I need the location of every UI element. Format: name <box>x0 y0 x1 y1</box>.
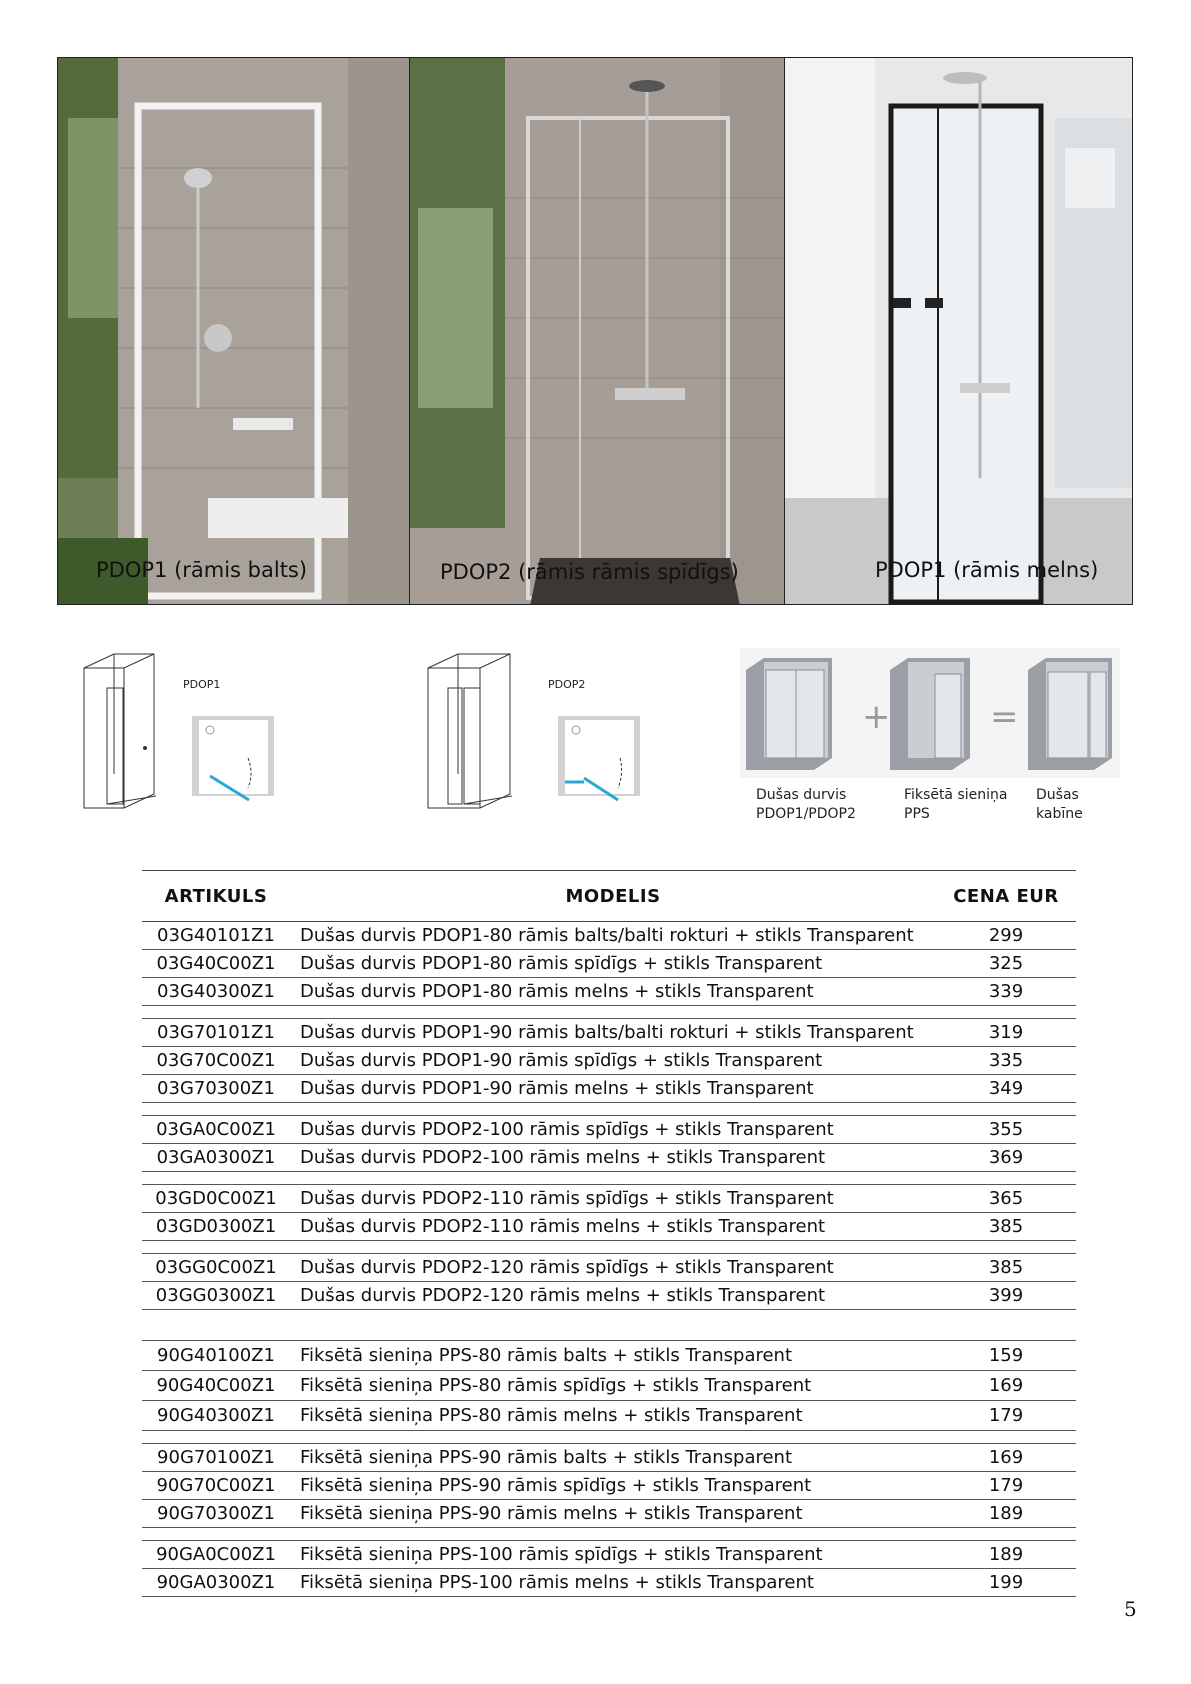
combo-label-wall: Fiksētā sieniņa PPS <box>904 787 1008 822</box>
price-cell: 399 <box>936 1282 1076 1310</box>
price-cell: 199 <box>936 1569 1076 1597</box>
group-separator <box>142 1310 1076 1341</box>
table-row <box>142 1500 1076 1528</box>
model-cell: Dušas durvis PDOP2-100 rāmis spīdīgs + stikls Transparent <box>290 1116 936 1144</box>
photo-caption: PDOP1 (rāmis balts) <box>96 558 308 582</box>
price-cell: 179 <box>936 1472 1076 1500</box>
header-price: CENA EUR <box>936 871 1076 922</box>
diagram-combination <box>740 648 1120 828</box>
price-cell: 369 <box>936 1144 1076 1172</box>
model-cell: Fiksētā sieniņa PPS-90 rāmis spīdīgs + stikls Transparent <box>290 1472 936 1500</box>
group-separator <box>142 1241 1076 1254</box>
group-separator <box>142 1431 1076 1444</box>
page-number: 5 <box>1124 1597 1137 1621</box>
price-cell: 189 <box>936 1541 1076 1569</box>
table-row <box>142 1541 1076 1569</box>
price-cell: 349 <box>936 1075 1076 1103</box>
model-cell: Dušas durvis PDOP2-120 rāmis melns + stikls Transparent <box>290 1282 936 1310</box>
group-separator <box>142 1172 1076 1185</box>
shower-cabin-icon <box>1028 658 1112 770</box>
model-cell: Fiksētā sieniņa PPS-90 rāmis melns + stikls Transparent <box>290 1500 936 1528</box>
code-cell: 90G40300Z1 <box>142 1401 290 1431</box>
table-row <box>142 1116 1076 1144</box>
table-row <box>142 1341 1076 1371</box>
model-cell: Dušas durvis PDOP1-90 rāmis spīdīgs + stikls Transparent <box>290 1047 936 1075</box>
table-row <box>142 1254 1076 1282</box>
model-cell: Dušas durvis PDOP2-110 rāmis melns + stikls Transparent <box>290 1213 936 1241</box>
model-cell: Fiksētā sieniņa PPS-100 rāmis spīdīgs + stikls Transparent <box>290 1541 936 1569</box>
table-row <box>142 1401 1076 1431</box>
price-cell: 319 <box>936 1019 1076 1047</box>
table-row <box>142 1472 1076 1500</box>
price-cell: 355 <box>936 1116 1076 1144</box>
photo-caption: PDOP2 (rāmis rāmis spīdīgs) <box>440 560 739 584</box>
code-cell: 03GG0C00Z1 <box>142 1254 290 1282</box>
group-separator <box>142 1528 1076 1541</box>
photo-caption: PDOP1 (rāmis melns) <box>875 558 1099 582</box>
code-cell: 03G40101Z1 <box>142 922 290 950</box>
table-row <box>142 1075 1076 1103</box>
code-cell: 03GD0C00Z1 <box>142 1185 290 1213</box>
pdop2-enclosure-icon <box>424 648 644 816</box>
diagram-label: PDOP1 <box>183 678 221 691</box>
shower-door-icon <box>746 658 832 770</box>
model-cell: Fiksētā sieniņa PPS-80 rāmis melns + stikls Transparent <box>290 1401 936 1431</box>
group-separator <box>142 1006 1076 1019</box>
code-cell: 03G70300Z1 <box>142 1075 290 1103</box>
model-cell: Dušas durvis PDOP2-120 rāmis spīdīgs + stikls Transparent <box>290 1254 936 1282</box>
code-cell: 03G40C00Z1 <box>142 950 290 978</box>
code-cell: 03GG0300Z1 <box>142 1282 290 1310</box>
diagram-pdop1 <box>76 648 286 816</box>
code-cell: 90G70300Z1 <box>142 1500 290 1528</box>
price-table <box>142 870 1076 1597</box>
table-row <box>142 922 1076 950</box>
svg-text:+: + <box>862 697 891 737</box>
price-cell: 385 <box>936 1254 1076 1282</box>
combination-icon <box>740 648 1120 778</box>
code-cell: 03GA0C00Z1 <box>142 1116 290 1144</box>
table-row <box>142 1019 1076 1047</box>
model-cell: Dušas durvis PDOP1-90 rāmis melns + stikls Transparent <box>290 1075 936 1103</box>
combo-label-cabin: Dušas kabīne <box>1036 787 1083 822</box>
fixed-wall-icon <box>890 658 970 770</box>
table-row <box>142 1444 1076 1472</box>
price-cell: 179 <box>936 1401 1076 1431</box>
header-model: MODELIS <box>290 871 936 922</box>
table-row <box>142 978 1076 1006</box>
table-header-row <box>142 871 1076 922</box>
price-cell: 159 <box>936 1341 1076 1371</box>
price-cell: 385 <box>936 1213 1076 1241</box>
pdop1-enclosure-icon <box>76 648 286 816</box>
table-row <box>142 1282 1076 1310</box>
header-code: ARTIKULS <box>142 871 290 922</box>
product-photos <box>57 57 1133 605</box>
code-cell: 03GA0300Z1 <box>142 1144 290 1172</box>
model-cell: Dušas durvis PDOP1-80 rāmis spīdīgs + stikls Transparent <box>290 950 936 978</box>
code-cell: 03G40300Z1 <box>142 978 290 1006</box>
model-cell: Dušas durvis PDOP2-100 rāmis melns + stikls Transparent <box>290 1144 936 1172</box>
model-cell: Fiksētā sieniņa PPS-80 rāmis balts + stikls Transparent <box>290 1341 936 1371</box>
code-cell: 90GA0C00Z1 <box>142 1541 290 1569</box>
photo-pdop1-white <box>57 57 410 605</box>
table-row <box>142 1185 1076 1213</box>
table-row <box>142 1569 1076 1597</box>
code-cell: 90G70C00Z1 <box>142 1472 290 1500</box>
model-cell: Dušas durvis PDOP1-90 rāmis balts/balti rokturi + stikls Transparent <box>290 1019 936 1047</box>
table-row <box>142 1213 1076 1241</box>
price-cell: 339 <box>936 978 1076 1006</box>
price-cell: 169 <box>936 1444 1076 1472</box>
price-cell: 169 <box>936 1371 1076 1401</box>
model-cell: Fiksētā sieniņa PPS-80 rāmis spīdīgs + stikls Transparent <box>290 1371 936 1401</box>
diagram-label: PDOP2 <box>548 678 586 691</box>
price-cell: 335 <box>936 1047 1076 1075</box>
model-cell: Fiksētā sieniņa PPS-100 rāmis melns + stikls Transparent <box>290 1569 936 1597</box>
table-row <box>142 1371 1076 1401</box>
svg-text:=: = <box>990 697 1019 737</box>
photo-pdop1-black <box>784 57 1133 605</box>
code-cell: 90G70100Z1 <box>142 1444 290 1472</box>
combo-label-door: Dušas durvis PDOP1/PDOP2 <box>756 787 856 822</box>
price-cell: 189 <box>936 1500 1076 1528</box>
code-cell: 03GD0300Z1 <box>142 1213 290 1241</box>
model-cell: Dušas durvis PDOP1-80 rāmis melns + stikls Transparent <box>290 978 936 1006</box>
code-cell: 03G70101Z1 <box>142 1019 290 1047</box>
model-cell: Dušas durvis PDOP2-110 rāmis spīdīgs + stikls Transparent <box>290 1185 936 1213</box>
table-row <box>142 1047 1076 1075</box>
table-row <box>142 950 1076 978</box>
code-cell: 90G40C00Z1 <box>142 1371 290 1401</box>
model-cell: Dušas durvis PDOP1-80 rāmis balts/balti rokturi + stikls Transparent <box>290 922 936 950</box>
price-cell: 365 <box>936 1185 1076 1213</box>
price-cell: 299 <box>936 922 1076 950</box>
price-cell: 325 <box>936 950 1076 978</box>
group-separator <box>142 1103 1076 1116</box>
table-row <box>142 1144 1076 1172</box>
photo-pdop2-glossy <box>409 57 785 605</box>
code-cell: 03G70C00Z1 <box>142 1047 290 1075</box>
code-cell: 90GA0300Z1 <box>142 1569 290 1597</box>
model-cell: Fiksētā sieniņa PPS-90 rāmis balts + stikls Transparent <box>290 1444 936 1472</box>
diagram-pdop2 <box>424 648 644 816</box>
code-cell: 90G40100Z1 <box>142 1341 290 1371</box>
